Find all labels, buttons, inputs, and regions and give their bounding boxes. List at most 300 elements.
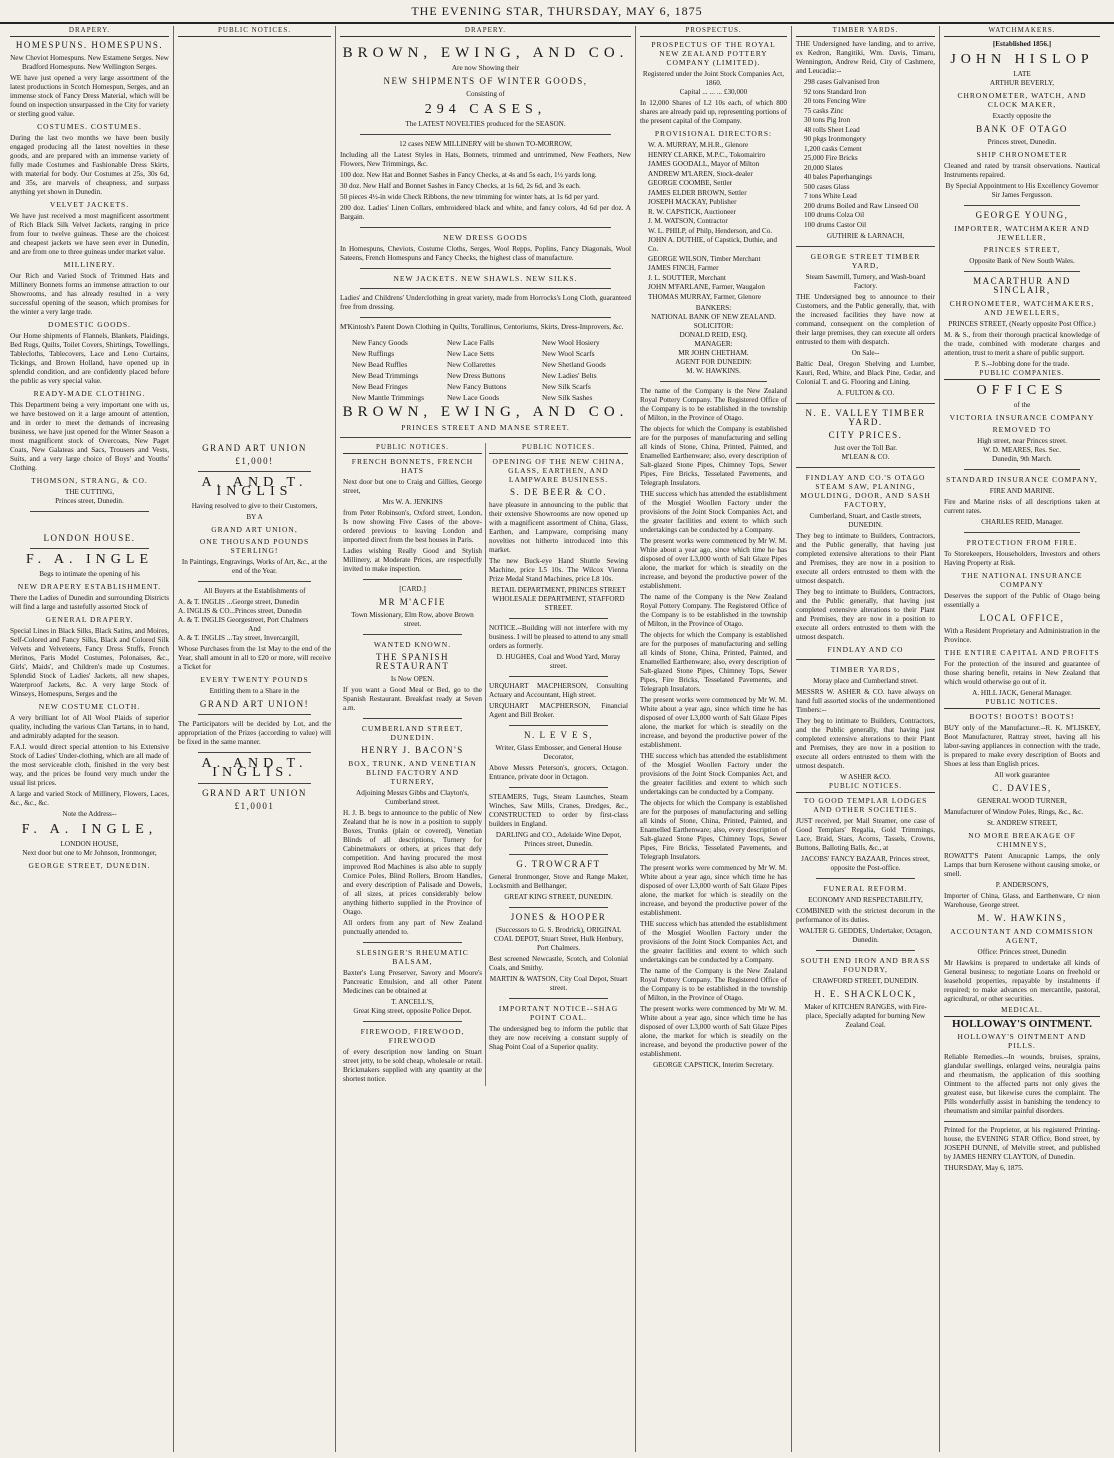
watch-body: M. & S., from their thorough practical knowledge of the trade, combined with moderate charges and attention, trust to merit a share of public support. (944, 331, 1100, 357)
company-name: STANDARD INSURANCE COMPANY, (946, 475, 1098, 484)
firm-line: 30 doz. New Half and Bonnet Sashes in Fancy Checks, at 1s 6d, 2s 6d, and 3s each. (340, 182, 581, 190)
notice-title: OPENING OF THE NEW CHINA, GLASS, EARTHEN, AND LAMPWARE BUSINESS. (492, 457, 625, 484)
notice-body: URQUHART MACPHERSON, Financial Agent and Bill Broker. (489, 702, 628, 719)
notice-name: S. DE BEER & CO. (509, 487, 607, 497)
establishment-item: A. & T. INGLIS ...George street, Dunedin (178, 598, 299, 606)
inglis-amount: ONE THOUSAND POUNDS STERLING! (199, 537, 310, 555)
notice-body: Is Now OPEN. (390, 675, 435, 683)
ad-firm: THOMSON, STRANG, & CO. (31, 476, 148, 485)
inglis-union: GRAND ART UNION, (211, 525, 298, 534)
establishment-item: A. & T. INGLIS Georgestreet, Port Chalmers (178, 616, 309, 624)
ad-address: Next door but one to Mr Johnson, Ironmonger, (22, 849, 157, 857)
column-drapery (6, 26, 174, 1452)
column-header: DRAPERY. (340, 26, 631, 37)
column-header: PUBLIC COMPANIES. (944, 369, 1100, 380)
timber-title: FINDLAY AND CO.'S OTAGO STEAM SAW, PLANING, MOULDING, DOOR, AND SASH FACTORY, (800, 472, 931, 509)
stock-item: 7 tons White Lead (804, 192, 857, 200)
timber-firm: FINDLAY AND CO (827, 644, 904, 654)
columns (6, 26, 1108, 1452)
column-header: TIMBER YARDS. (796, 26, 935, 37)
director-item: W. A. MURRAY, M.H.R., Glenore (648, 141, 749, 149)
goods-item: New Ruffings (352, 349, 395, 358)
timber-prices: CITY PRICES. (828, 429, 903, 440)
firm-latest: The LATEST NOVELTIES produced for the SEASON. (405, 120, 566, 128)
watch-address: PRINCES STREET, (983, 245, 1061, 254)
column-header: PUBLIC NOTICES. (489, 443, 628, 454)
watch-opp: Exactly opposite the (992, 112, 1052, 120)
ad-address: GEORGE STREET, DUNEDIN. (28, 861, 151, 870)
firm-title: BROWN, EWING, AND CO. (342, 404, 629, 420)
company-manager: CHARLES REID, Manager. (981, 518, 1063, 526)
notice-name: DARLING and CO., Adelaide Wine Depot, Princes street, Dunedin. (495, 831, 622, 848)
notice-body: Baxter's Lung Preserver, Savory and Moore's Pancreatic Emulsion, and all other Patent Medicines can be obtained at (343, 969, 482, 995)
watch-late: LATE (1013, 70, 1031, 78)
davies-name: C. DAVIES, (992, 783, 1052, 793)
notice-sub: ECONOMY AND RESPECTABILITY, (808, 895, 923, 904)
timber-body: They beg to intimate to Builders, Contractors, and the Public generally, that having just completed extensive alterations to their Plant and Premises, they are now in a position to execute all orders entrusted to them with the utmost despatch. (796, 587, 935, 641)
prospectus-registered: Registered under the Joint Stock Companies Act, 1860. (642, 70, 785, 87)
ad-title: READY-MADE CLOTHING. (33, 389, 146, 398)
column-header: PUBLIC NOTICES. (796, 782, 935, 793)
timber-title: N. E. VALLEY TIMBER YARD. (805, 407, 926, 427)
director-item: R. W. CAPSTICK, Auctioneer (648, 207, 736, 216)
ad-title: DOMESTIC GOODS. (48, 320, 131, 329)
art-union-title: GRAND ART UNION (202, 788, 307, 798)
imprint (944, 1121, 1100, 1173)
ad-body: Special Lines in Black Silks, Black Satins, and Moires, Self-Colored and Fancy Silks, Black and Colored Silk Velvets and Velveteens, Fancy Dress Stuffs, French Merinos, Paris Model Costumes, Polonaises, &c., Girls', Maids', and Children's made up Costumes. Splendid Stock of Ladies' Jackets, all new shapes, Waterproof Jackets, &c. A very large Stock of Winseys, Homespuns, Serges and the (10, 627, 169, 698)
notice-title: SOUTH END IRON AND BRASS FOUNDRY, (800, 955, 931, 974)
stock-item: 25,000 Fire Bricks (804, 154, 858, 162)
card-label: [CARD.] (399, 585, 426, 593)
director-item: J. M. WATSON, Contractor (648, 217, 728, 225)
column-header: WATCHMAKERS. (944, 26, 1100, 37)
notice-firm: WALTER G. GEDDES, Undertaker, Octagon, Dunedin. (799, 926, 932, 944)
inglis-title: A. AND T. INGLIS. (201, 756, 308, 780)
hawkins-body: Mr Hawkins is prepared to undertake all kinds of General business; to negotiate Loans on freehold or leasehold properties, repayable by instalments if required; to make advances on mercantile, pastoral, agricultural, or other securities. (944, 959, 1100, 1003)
goods-item: New Bead Fringes (352, 382, 408, 391)
inglis-body: Entitling them to a Share in the (209, 687, 300, 695)
hawkins-sub: ACCOUNTANT AND COMMISSION AGENT, (950, 927, 1094, 945)
boots-title: BOOTS! BOOTS! BOOTS! (969, 712, 1075, 721)
firm-line: 12 cases NEW MILLINERY will be shown TO-MORROW, (399, 140, 572, 148)
underclothing: Ladies' and Childrens' Underclothing in great variety, made from Horrocks's Long Cloth, guaranteed free from dressing. (340, 294, 631, 311)
prospectus-body: In 12,000 Shares of L2 10s each, of which 800 shares are already paid up, representing portions of the present capital of the Company. (640, 99, 787, 125)
notice-body: JUST received, per Mail Steamer, one case of Good Templars' Regalia, Gold Trimmings, Lace, Braid, Stars, Acorns, Tassels, Crowns, Buttons, Balloting Balls, &c., at (796, 816, 935, 852)
notice-title: THE SPANISH RESTAURANT (375, 652, 450, 671)
ad-title: VELVET JACKETS. (49, 200, 130, 209)
ad-body: We have just received a most magnificent assortment of Rich Black Silk Velvet Jackets, ranging in price from four to twelve guineas. These are the choicest and cheapest jackets we have seen ever in Dunedin, and are from one to three guineas under market value. (10, 212, 169, 256)
notice-name: T. ANCELL'S, (391, 998, 434, 1006)
stock-item: 100 drums Castor Oil (804, 220, 867, 229)
timber-title: TIMBER YARDS, (830, 664, 901, 674)
company-body: Deserves the support of the Public of Otago being essentially a (944, 592, 1100, 609)
column-watchmakers (940, 26, 1104, 1452)
notice-body: Ladies wishing Really Good and Stylish Millinery, at Moderate Prices, are respectfully invited to make inspection. (343, 547, 482, 573)
holloway-body: Reliable Remedies.--In wounds, bruises, sprains, glandular swellings, enlarged veins, neuralgia pains and rheumatism, the application of this soothing Ointment to the affected parts not only gives the greatest ease, but likewise cures the complaint. The Pills wonderfully assist in banishing the tendency to rheumatism and similar painful disorders. (944, 1053, 1100, 1115)
solicitor-title: SOLICITOR: (693, 321, 734, 330)
notice-body: from Peter Robinson's, Oxford street, London, Is now showing Five Cases of the above-ordered previous to leaving London and imported direct from the best houses in Paris. (343, 509, 482, 544)
company-of: of the (1013, 401, 1031, 409)
watch-name: MACARTHUR AND SINCLAIR, (973, 276, 1071, 295)
holloway-sub: HOLLOWAY'S OINTMENT AND PILLS. (957, 1032, 1087, 1050)
director-item: JOHN A. DUTHIE, of Capstick, Duthie, and Co. (648, 236, 777, 253)
inglis-by: BY A (246, 513, 263, 521)
est-date: [Established 1856.] (992, 40, 1052, 48)
manager: MR JOHN CHETHAM. (678, 348, 749, 357)
inglis-body: In Paintings, Engravings, Works of Art, &c., at the end of the Year. (181, 558, 328, 575)
timber-firm: W ASHER &CO. (840, 772, 891, 781)
goods-item: New Fancy Goods (352, 338, 408, 347)
notice-body: Above Messrs Peterson's, grocers, Octagon. Entrance, private door in Octagon. (489, 764, 628, 781)
column-header: MEDICAL. (944, 1006, 1100, 1017)
stock-item: 200 drums Boiled and Raw Linseed Oil (804, 201, 919, 210)
ad-body: A very brilliant lot of All Wool Plaids of superior quality, including the various Clan Tartans, in to hand, and admirably adapted for the season. (10, 714, 169, 740)
watch-body: Cleaned and rated by transit observations. Nautical Instruments repaired. (944, 162, 1100, 179)
goods-item: New Wool Hosiery (542, 338, 600, 347)
firm-cases: 294 CASES, (424, 102, 547, 117)
ad-body: This Department being a very important one with us, we have bestowed on it a large amount of attention, and in order to meet the demands of increasing business, we have just opened for the Winter Season a most magnificent stock of Overcoats, New Paget Coats, New Galateas and Sacs, Trousers and Vests, Suits, and a very large choice of Boys' and Youths' Clothing. (10, 401, 169, 472)
ad-body: Our Rich and Varied Stock of Trimmed Hats and Millinery Bonnets forms an immense attraction to our Showrooms, and has already resulted in a very successful opening of the season, which promises for the winter a very large trade. (10, 272, 169, 316)
company-address: High street, near Princes street. (977, 437, 1067, 445)
notice-address: CRAWFORD STREET, DUNEDIN. (812, 976, 919, 985)
stock-item: 40 bales Paperhangings (804, 173, 872, 181)
watch-address: PRINCES STREET, (Nearly opposite Post Office.) (948, 320, 1096, 328)
stock-item: 298 cases Galvanised Iron (804, 78, 880, 86)
goods-item: New Dress Buttons (447, 371, 506, 380)
watch-name: GEORGE YOUNG, (975, 210, 1069, 220)
prospectus-signature: GEORGE CAPSTICK, Interim Secretary. (653, 1060, 774, 1069)
company-date: Dunedin, 9th March. (992, 455, 1052, 463)
stock-item: 30 tons Pig Iron (804, 116, 851, 124)
company-local: LOCAL OFFICE, (979, 613, 1065, 623)
column-timber-yards (792, 26, 940, 1452)
firm-shipments: NEW SHIPMENTS OF WINTER GOODS, (383, 76, 588, 86)
mackintosh: M'Kintosh's Patent Down Clothing in Quilts, Torallinus, Centoriums, Skirts, Dress-Improvers, &c. (340, 323, 624, 331)
company-body: Fire and Marine risks of all descriptions taken at current rates. (944, 498, 1100, 515)
ad-title: COSTUMES. COSTUMES. (37, 122, 142, 131)
notice-title: TO GOOD TEMPLAR LODGES AND OTHER SOCIETIES. (803, 795, 928, 814)
notice-title: CUMBERLAND STREET, DUNEDIN. (361, 724, 464, 742)
company-body: With a Resident Proprietary and Administration in the Province. (944, 627, 1100, 644)
prospectus-body: The name of the Company is the New Zealand Royal Pottery Company. The Registered Office of the Company is to be established in the township of Milton, in the Province of Otago. (640, 592, 787, 628)
timber-address: Moray place and Cumberland street. (813, 676, 918, 685)
establishment-and: And (248, 625, 261, 633)
notice-name: D. HUGHES, Coal and Wood Yard, Moray street. (496, 653, 621, 670)
notice-body: Best screened Newcastle, Scotch, and Colonial Coals, and Smithy. (489, 955, 628, 972)
notice-body: The new Buck-eye Hand Shuttle Sewing Machine, price L5 10s. The Wilcox Vienna Prize Medal Stand Machines, price L8 10s. (489, 557, 628, 583)
notice-body: NOTICE.--Building will not interfere with my business. I will be pleased to attend to any small orders as formerly. (489, 624, 628, 650)
notice-body: General Ironmonger, Stove and Range Maker, Locksmith and Bellhanger, (489, 873, 628, 890)
notice-firm: JACOBS' FANCY BAZAAR, Princes street, opposite the Post-office. (801, 854, 930, 872)
notice-body: If you want a Good Meal or Bed, go to the Spanish Restaurant. Breakfast ready at Seven a.m. (343, 686, 482, 712)
notice-body: All orders from any part of New Zealand punctually attended to. (343, 919, 482, 936)
agent: M. W. HAWKINS. (686, 366, 741, 375)
jackets-line: NEW JACKETS. NEW SHAWLS. NEW SILKS. (393, 274, 578, 283)
hawkins-name: M. W. HAWKINS, (977, 913, 1067, 923)
goods-item: New Fancy Buttons (447, 382, 507, 391)
timber-body: MESSRS W. ASHER & CO. have always on hand full assorted stocks of the undermentioned Timbers:-- (796, 687, 935, 714)
goods-item: New Collarettes (447, 360, 496, 369)
ad-subtitle: New Cheviot Homespuns. New Estamene Serges. New Bradford Homespuns. New Wellington Serges. (10, 54, 169, 71)
timber-body: They beg to intimate to Builders, Contractors, and the Public generally, that having just completed extensive alterations to their Plant and Premises, they are now in a position to execute all orders entrusted to them with the utmost despatch. (796, 531, 935, 585)
director-item: GEORGE COOMBE, Settler (648, 179, 733, 187)
art-union-title: GRAND ART UNION! (199, 699, 310, 709)
notice-name: JONES & HOOPER (510, 912, 607, 922)
company-name: VICTORIA INSURANCE COMPANY (949, 413, 1095, 422)
ad-body: Our Home shipments of Flannels, Blankets, Plaidings, Bed Rugs, Quilts, Toilet Covers, Shirtings, Towellings, Tablecloths, Tablecovers, Lace and Leno Curtains, Tickings, and Brown Holland, have opened up in splendid condition, and are confidently placed before the public as very special value. (10, 332, 169, 385)
notice-title: BOX, TRUNK, AND VENETIAN BLIND FACTORY AND TURNERY, (348, 759, 477, 786)
inglis-every: EVERY TWENTY POUNDS (200, 675, 309, 684)
watch-name: JOHN HISLOP (950, 52, 1094, 67)
prospectus-body: THE success which has attended the establishment of the Mosgiel Woollen Factory under the provisions of the Joint Stock Companies Act, and the greater facilities and extent to which such undertakings can be conducted by a Company. (640, 751, 787, 796)
dress-body: In Homespuns, Cheviots, Costume Cloths, Serges, Wool Repps, Poplins, Fancy Diagonals, Wool Sateens, French Homespuns and Fancy Checks, the highest class of manufacture. (340, 245, 631, 262)
goods-item: New Lace Setts (447, 349, 495, 358)
director-item: HENRY CLARKE, M.P.C., Tokomairiro (648, 150, 766, 159)
company-title: OFFICES (976, 383, 1068, 398)
agent-title: AGENT FOR DUNEDIN: (675, 357, 752, 366)
prospectus-body: The objects for which the Company is established are for the purposes of manufacturing and selling all kinds of Stone, China, Printed, Painted, and Enamelled Earthenware; also, every description of Salt-glazed Stone Pipes, Chimney Tops, Sewer Pipes, Fire Bricks, Tesselated Pavements, and Telegraph Insulators. (640, 798, 787, 861)
firm-line: 50 pieces 4½-in wide Check Ribbons, the new trimming for winter hats, at 1s 6d per yard. (340, 193, 600, 201)
column-header: PUBLIC NOTICES. (343, 443, 482, 454)
stock-item: 500 cases Glass (804, 182, 850, 191)
watch-sub: CHRONOMETER, WATCHMAKERS, AND JEWELLERS, (949, 299, 1095, 317)
watch-sub: IMPORTER, WATCHMAKER AND JEWELLER, (954, 224, 1090, 242)
goods-item: New Wool Scarfs (542, 349, 595, 358)
watch-ps: P. S.--Jobbing done for the trade. (974, 360, 1070, 368)
timber-sub: Steam Sawmill, Turnery, and Wash-board Factory. (805, 272, 926, 290)
timber-firm: M'LEAN & CO. (841, 452, 890, 461)
notice-body: The undersigned beg to inform the public that they are now receiving a constant supply of Shag Point Coal of a Superior quality. (489, 1025, 628, 1051)
ad-subtitle: NEW DRAPERY ESTABLISHMENT. (17, 582, 162, 591)
ad-body: During the last two months we have been busily engaged producing all the latest novelties in these goods, and are prepared with an immense variety of fully made Costumes and Fashionable Dress Skirts, with material for body. Our Costumes at 25s, 30s 6d, and 35s, are marvels of cheapness, and surpass anything yet shown in Dunedin. (10, 134, 169, 196)
prospectus-body: The present works were commenced by Mr W. M. White about a year ago, since which time he has disposed of over L3,000 worth of Salt Glaze Pipes alone, the market for which is steadily on the increase, and beyond the productive power of the establishment. (640, 863, 787, 917)
ad-body: WE have just opened a very large assortment of the latest productions in Scotch Homespun, Serges, and an immense stock of Fancy Dress Material, which will be found on inspection unsurpassed in the City for variety or sterling good value. (10, 74, 169, 118)
company-title: PROTECTION FROM FIRE. (966, 538, 1078, 547)
prospectus-body: The present works were commenced by Mr W. M. White about a year ago, since which time he has disposed of over L3,000 worth of Salt Glaze Pipes alone, the market for which is steadily on the increase, and beyond the productive power of the establishment. (640, 695, 787, 749)
prospectus-capital: Capital ... ... ... £30,000 (679, 88, 748, 96)
timber-title: GEORGE STREET TIMBER YARD, (810, 251, 921, 270)
prospectus-title: PROSPECTUS OF THE ROYAL NEW ZEALAND POTTERY COMPANY (LIMITED). (651, 40, 776, 67)
column-header: PUBLIC NOTICES. (178, 26, 331, 37)
holloway-title: HOLLOWAY'S OINTMENT. (952, 1018, 1092, 1030)
stock-item: 75 casks Zinc (804, 106, 844, 115)
dress-title: NEW DRESS GOODS (443, 233, 528, 242)
prospectus-body: THE success which has attended the establishment of the Mosgiel Woollen Factory under the provisions of the Joint Stock Companies Act, and the greater facilities and extent to which such undertakings can be conducted by a Company. (640, 489, 787, 534)
company-manager: A. HILL JACK, General Manager. (972, 689, 1072, 697)
breakage-body: ROWATT'S Patent Anucapnic Lamps, the only Lamps that burn Kerosene without causing smoke, or smell. (944, 852, 1100, 878)
notice-body: Maker of KITCHEN RANGES, with Fire-place, Specially adapted for burning New Zealand Coal. (804, 1002, 927, 1029)
firm-address: PRINCES STREET AND MANSE STREET. (401, 423, 570, 432)
prospectus-body: The present works were commenced by Mr W. M. White about a year ago, since which time he has disposed of over L3,000 worth of Salt Glaze Pipes alone, the market for which is steadily on the increase, and beyond the productive power of the establishment. (640, 1004, 787, 1058)
timber-body: They beg to intimate to Builders, Contractors, and the Public generally, that having just completed extensive alterations to their Plant and Premises, they are now in a position to execute all orders entrusted to them with the utmost despatch. (796, 716, 935, 770)
goods-item: New Bead Trimmings (352, 371, 419, 380)
notice-name: MR M'ACFIE (379, 597, 446, 607)
director-item: W. L. PHILP, of Philp, Henderson, and Co. (648, 226, 773, 235)
director-item: JAMES GOODALL, Mayor of Milton (648, 160, 760, 168)
stock-item: 48 rolls Sheet Lead (804, 125, 860, 134)
watch-body: By Special Appointment to His Excellency Governor Sir James Fergusson. (945, 182, 1099, 199)
manager-title: MANAGER: (694, 339, 733, 348)
ad-body: A large and varied Stock of Millinery, Flowers, Laces, &c., &c., &c. (10, 790, 169, 807)
sub-columns (340, 443, 631, 1086)
watch-beverly: ARTHUR BEVERLY, (989, 79, 1055, 87)
timber-firm: GUTHRIE & LARNACH, (826, 231, 905, 240)
column-prospectus (636, 26, 792, 1452)
notice-name: MARTIN & WATSON, City Coal Depot, Stuart street. (489, 975, 628, 992)
firm-title: BROWN, EWING, AND CO. (342, 45, 629, 61)
ad-title-large: F. A. INGLE, (21, 822, 158, 837)
directors-title: PROVISIONAL DIRECTORS: (654, 129, 773, 138)
stock-item: 20 tons Fencing Wire (804, 97, 866, 105)
stock-item: 1,200 casks Cement (804, 144, 862, 153)
watch-opp: Opposite Bank of New South Wales. (969, 257, 1075, 265)
inglis-body: The Participators will be decided by Lot, and the appropriation of the Prizes (according to value) will be fixed in the same manner. (178, 720, 331, 746)
ad-category: GENERAL DRAPERY. (45, 615, 134, 624)
stock-item: 20,000 Slates (804, 163, 843, 172)
watch-address: Princes street, Dunedin. (987, 138, 1057, 146)
notice-name: H. E. SHACKLOCK, (814, 988, 917, 999)
davies-body: Manufacturer of Window Poles, Rings, &c., &c. (944, 808, 1084, 816)
director-item: JOSEPH MACKAY, Publisher (648, 198, 737, 206)
ad-house: LONDON HOUSE, (60, 840, 119, 848)
inglis-body: Having resolved to give to their Customers, (191, 502, 318, 510)
director-item: JAMES ELDER BROWN, Settler (648, 188, 747, 197)
art-union-title: GRAND ART UNION (202, 443, 307, 453)
art-union-prize: £1,000! (235, 456, 274, 466)
bankers-title: BANKERS: (695, 303, 732, 312)
notice-address: GREAT KING STREET, DUNEDIN. (504, 893, 613, 901)
davies-address: St. ANDREW STREET, (986, 819, 1057, 827)
company-name: THE NATIONAL INSURANCE COMPANY (961, 571, 1083, 589)
timber-address: Cumberland, Stuart, and Castle streets, DUNEDIN. (809, 511, 922, 529)
notice-body: URQUHART MACPHERSON, Consulting Actuary and Accountant, High street. (489, 682, 628, 699)
establishment-item: A. INGLIS & CO...Princes street, Dunedin (178, 607, 302, 615)
ad-place: THE CUTTING, (64, 488, 115, 496)
notice-title: FRENCH BONNETS, FRENCH HATS (351, 457, 474, 475)
timber-body: THE Undersigned beg to announce to their Customers, and the Public generally, that, with the increased facilities they have now at command, consequent on the completion of their large premises, they can execute all orders entrusted to them with despatch. (796, 292, 935, 346)
notice-body: (Successors to G. S. Brodrick), ORIGINAL COAL DEPOT, Stuart Street, Hulk Henbury, Port Chalmers. (493, 926, 624, 952)
prospectus-body: The objects for which the Company is established are for the purposes of manufacturing and selling all kinds of Stone, China, Printed, Painted, and Enamelled Earthenware; also, every description of Salt-glazed Stone Pipes, Chimney Tops, Sewer Pipes, Fire Bricks, Tesselated Pavements, and Telegraph Insulators. (640, 630, 787, 693)
company-body: For the protection of the insured and guarantee of those sharing benefit, retains in New Zealand that which would otherwise go out of it. (944, 660, 1100, 686)
column-header: PROSPECTUS. (640, 26, 787, 37)
firm-line: 200 doz. Ladies' Linen Collars, embroidered black and white, and fancy colors, 4d 6d per doz. A Bargain. (340, 204, 631, 221)
notice-body: STEAMERS, Tugs, Steam Launches, Steam Winches, Saw Mills, Cranes, Dredges, &c., CONSTRUCTED to order by first-class builders in England. (489, 793, 628, 828)
masthead: THE EVENING STAR, THURSDAY, MAY 6, 1875 (0, 0, 1114, 24)
goods-item: New Ladies' Belts (542, 371, 597, 380)
art-union-prize: £1,0001 (234, 801, 275, 811)
watch-ship: SHIP CHRONOMETER (976, 150, 1068, 159)
items-grid (352, 338, 631, 402)
notice-body: Town Missionary, Elm Row, above Brown street. (351, 611, 474, 628)
notice-body: Adjoining Messrs Gibbs and Clayton's, Cumberland street. (356, 789, 469, 806)
notice-name: HENRY J. BACON'S (361, 745, 464, 755)
notice-body: have pleasure in announcing to the public that their extensive Showrooms are now opened up with a magnificent assortment of China, Glass, Earthen, and Lampware, comprising many novelties not hitherto introduced into this market. (489, 501, 628, 554)
company-sub: FIRE AND MARINE. (989, 487, 1055, 495)
sub-column-left (340, 443, 486, 1086)
goods-item: New Lace Goods (447, 393, 500, 402)
bankers: NATIONAL BANK OF NEW ZEALAND. (651, 312, 776, 321)
notice-title: SLESINGER'S RHEUMATIC BALSAM, (356, 948, 469, 966)
ad-title: LONDON HOUSE. (43, 533, 136, 543)
goods-item: New Lace Falls (447, 338, 495, 347)
notice-body: Next door but one to Craig and Gillies, George street, (343, 478, 482, 495)
notice-name: N. L E V E S, (523, 730, 594, 740)
goods-item: New Silk Sashes (542, 393, 593, 402)
ad-body: F.A.I. would direct special attention to his Extensive Stock of Ladies' Under-clothing, which are all made of the most serviceable cloth, finished in the very best way, and the prices be found very much under the usual list prices. (10, 743, 169, 787)
column-header: PUBLIC NOTICES. (944, 698, 1100, 709)
director-item: ANDREW M'LAREN, Stock-dealer (648, 169, 753, 178)
goods-item: New Shetland Goods (542, 360, 606, 369)
timber-firm: A. FULTON & CO. (836, 388, 895, 397)
inglis-body: All Buyers at the Establishments of (203, 587, 306, 595)
timber-body: THE Undersigned have landing, and to arrive, ex Kedron, Rangitiki, Wm. Davis, Timaru, Wennington, Andrew Reid, City of Cashmere, and Leucadia:-- (796, 40, 935, 75)
notice-body: of every description now landing on Stuart street jetty, to be sold cheap, wholesale or retail. Brickmakers supplied with any quantity at the shortest notice. (343, 1048, 482, 1083)
notice-title: WANTED KNOWN. (373, 640, 452, 649)
ad-title: MILLINERY. (63, 260, 116, 269)
stock-item: 100 drums Colza Oil (804, 211, 865, 219)
notice-name: G. TROWCRAFT (516, 859, 601, 869)
hawkins-address: Office: Princes street, Dunedin (977, 948, 1067, 956)
watch-sub: CHRONOMETER, WATCH, AND CLOCK MAKER, (957, 91, 1087, 109)
ad-address: Princes street, Dunedin. (55, 497, 124, 505)
prospectus-body: The name of the Company is the New Zealand Royal Pottery Company. The Registered Office of the Company is to be established in the township of Milton, in the Province of Otago. (640, 386, 787, 422)
timber-sub: Just over the Toll Bar. (833, 443, 898, 452)
watch-bank: BANK OF OTAGO (976, 124, 1068, 134)
director-item: GEORGE WILSON, Timber Merchant (648, 254, 761, 263)
notice-body: COMBINED with the strictest decorum in the performance of its duties. (796, 906, 935, 924)
imprint-date: THURSDAY, May 6, 1875. (944, 1164, 1024, 1172)
goods-item: New Mantle Trimmings (352, 393, 425, 402)
notice-title: FUNERAL REFORM. (823, 883, 908, 893)
company-body: To Storekeepers, Householders, Investors and others Having Property at Risk. (944, 550, 1100, 567)
breakage-title: NO MORE BREAKAGE OF CHIMNEYS, (968, 831, 1076, 849)
ad-note: Note the Address-- (62, 810, 117, 818)
director-item: J. L. SOUTTER, Merchant (648, 273, 726, 282)
notice-dept: RETAIL DEPARTMENT, PRINCES STREET (491, 586, 626, 594)
director-item: JOHN M'FARLANE, Farmer, Waugalon (648, 283, 765, 291)
timber-body: Baltic Deal, Oregon Shelving and Lumber, Kauri, Red, White, and Black Pine, Cedar, and Colonial T. and G. Flooring and Lining. (796, 359, 935, 386)
company-sec: W. D. MEARES, Res. Sec. (983, 446, 1061, 454)
goods-item: New Bead Ruffles (352, 360, 408, 369)
column-public-notices (174, 26, 336, 1452)
notice-body: H. J. B. begs to announce to the public of New Zealand that he is now in a position to supply Boxes, Trunks (plain or covered), Venetian Blinds of all descriptions, Turnery for Cabinetmakers or others, at prices that defy competition. And having procured the most improved Rod Machines is also able to supply Cornice Poles, Blind Rollers, Broom Handles, and every description of Palisade and Dowels, of all sizes, at prices considerably below anything hitherto supplied in the Province of Otago. (343, 809, 482, 916)
boots-body: BUY only of the Manufacturer.--R. K. M'LISKEY, Boot Manufacturer, Rattray street, having all his labor-saving appliances in connection with the trade, is prepared to make every description of Boots and Shoes at less than English prices. (944, 724, 1100, 768)
ad-category: NEW COSTUME CLOTH. (38, 702, 141, 711)
notice-title: FIREWOOD, FIREWOOD, FIREWOOD (360, 1027, 465, 1045)
sub-column-right (486, 443, 631, 1086)
ad-subtitle: Begs to intimate the opening of his (39, 570, 140, 578)
ad-body: There the Ladies of Dunedin and surrounding Districts will find a large and tastefully assorted Stock of (10, 594, 169, 611)
ad-title-large: F. A. INGLE (26, 552, 153, 567)
director-item: JAMES FINCH, Farmer (648, 264, 719, 272)
firm-line: Including all the Latest Styles in Hats, Bonnets, trimmed and untrimmed, New Feathers, New Flowers, New Trimmings, &c. (340, 151, 631, 168)
stock-item: 92 tons Standard Iron (804, 87, 867, 96)
inglis-title: A. AND T. INGLIS (201, 475, 308, 499)
prospectus-body: The name of the Company is the New Zealand Royal Pottery Company. The Registered Office of the Company is to be established in the township of Milton, in the Province of Otago. (640, 966, 787, 1002)
company-removed: REMOVED TO (992, 425, 1052, 434)
stock-item: 90 pkgs Ironmongery (804, 135, 866, 143)
notice-address: Great King street, opposite Police Depot. (353, 1007, 472, 1015)
imprint-text: Printed for the Proprietor, at his registered Printing-house, the EVENING STAR Office, Bond street, by JOSEPH DUNNE, of Melville street, and published by JAMES HENRY CLAYTON, of Dunedin. (944, 1126, 1100, 1161)
firm-line: 100 doz. New Hat and Bonnet Sashes in Fancy Checks, at 4s and 5s each, 1½ yards long. (340, 171, 597, 179)
goods-item: New Silk Scarfs (542, 382, 591, 391)
director-item: THOMAS MURRAY, Farmer, Glenore (648, 292, 761, 301)
notice-name: Mrs W. A. JENKINS (382, 498, 443, 506)
establishment-item: A. & T. INGLIS ...Tay street, Invercargill, (178, 634, 300, 642)
notice-dept: WHOLESALE DEPARTMENT, STAFFORD STREET. (492, 595, 625, 612)
prospectus-body: The present works were commenced by Mr W. M. White about a year ago, since which time he has disposed of over L3,000 worth of Salt Glaze Pipes alone, the market for which is steadily on the increase, and beyond the productive power of the establishment. (640, 536, 787, 590)
boots-note: All work guarantee (994, 771, 1050, 779)
